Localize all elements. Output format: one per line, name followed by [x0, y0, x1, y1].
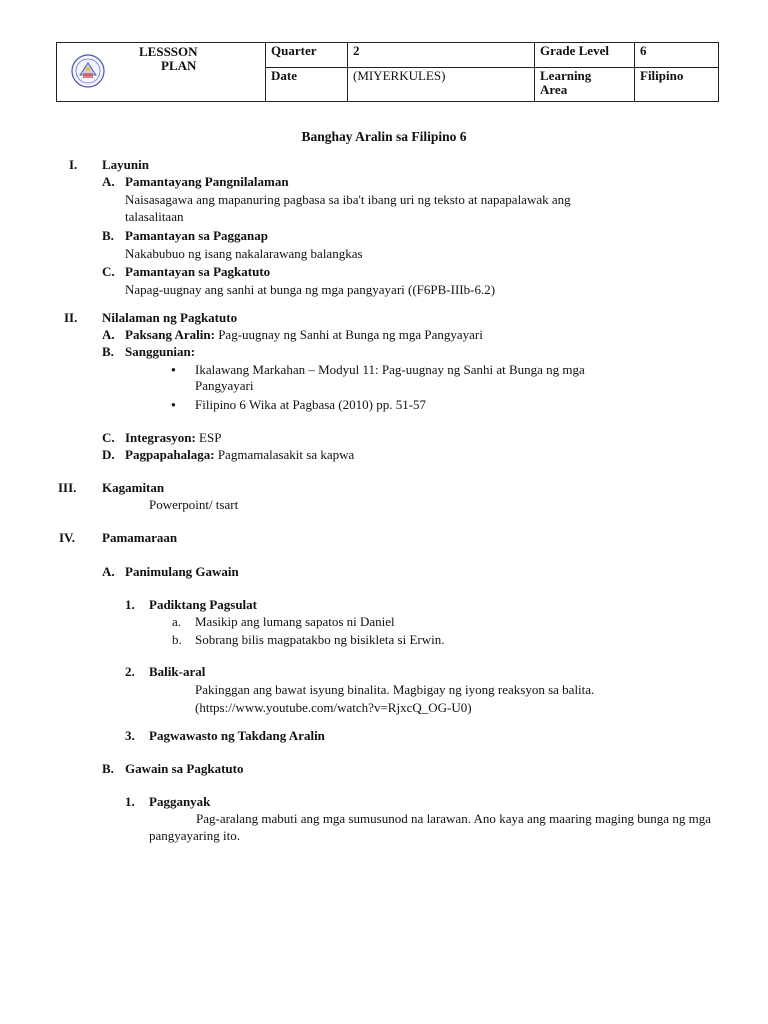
- reference-item-1-cont: Pangyayari: [195, 378, 254, 393]
- sec2-a-title: Paksang Aralin:: [125, 327, 215, 342]
- sec2-c-title: Integrasyon:: [125, 430, 196, 445]
- sec1-a-label: A.: [102, 174, 115, 189]
- sec2-d-line: [125, 446, 354, 463]
- learning-area-value: Filipino: [635, 68, 719, 102]
- learning-area-label: Learning Area: [535, 68, 635, 102]
- section-2-number: II.: [64, 310, 78, 325]
- sec4-item2-label: 2.: [125, 664, 135, 679]
- sec1-c-title: Pamantayan sa Pagkatuto: [125, 264, 271, 279]
- sec4-item3-title: Pagwawasto ng Takdang Aralin: [149, 728, 325, 743]
- section-4-number: IV.: [59, 530, 76, 545]
- sec2-c-line: [125, 429, 221, 446]
- sec2-c-label: C.: [102, 430, 115, 445]
- section-3-number: III.: [58, 480, 77, 495]
- page-title: Banghay Aralin sa Filipino 6: [301, 129, 467, 144]
- sec4-item1-label: 1.: [125, 597, 135, 612]
- sec4-b-title: Gawain sa Pagkatuto: [125, 761, 244, 776]
- sec4-item2-text-line1: Pakinggan ang bawat isyung binalita. Magbigay ng iyong reaksyon sa balita.: [195, 682, 595, 697]
- sec4-item1-title: Padiktang Pagsulat: [149, 597, 257, 612]
- sec4-a-title: Panimulang Gawain: [125, 564, 239, 579]
- sec4-b-item1-text: Pag-aralang mabuti ang mga sumusunod na larawan. Ano kaya ang maaring maging bunga ng mga pangyayaring ito.: [149, 811, 711, 843]
- quarter-label: Quarter: [266, 43, 348, 68]
- sec2-a-line: [125, 326, 483, 343]
- logo-cell: [57, 43, 266, 102]
- section-3-heading: Kagamitan: [102, 480, 165, 495]
- sec4-item2-title: Balik-aral: [149, 664, 206, 679]
- section-4-heading: Pamamaraan: [102, 530, 178, 545]
- section-1-heading: Layunin: [102, 157, 149, 172]
- grade-level-value: 6: [635, 43, 719, 68]
- sec4-b-item1-label: 1.: [125, 794, 135, 809]
- sec1-a-title: Pamantayang Pangnilalaman: [125, 174, 289, 189]
- sec2-a-label: A.: [102, 327, 115, 342]
- sec4-item2-link[interactable]: (https://www.youtube.com/watch?v=RjxcQ_OG-U0): [195, 700, 472, 715]
- date-label: Date: [266, 68, 348, 102]
- sec2-b-title: Sanggunian:: [125, 344, 196, 359]
- sec4-item3-label: 3.: [125, 728, 135, 743]
- sec2-c-text: ESP: [195, 430, 222, 445]
- reference-item-1: ● Ikalawang Markahan – Modyul 11: Pag-uugnay ng Sanhi at Bunga ng mga: [195, 361, 585, 378]
- sec1-a-text-line2: talasalitaan: [125, 209, 184, 224]
- sec1-c-text: Napag-uugnay ang sanhi at bunga ng mga pangyayari ((F6PB-IIIb-6.2): [125, 282, 496, 297]
- section-1-number: I.: [69, 157, 78, 172]
- sec1-b-title: Pamantayan sa Pagganap: [125, 228, 269, 243]
- sec2-d-label: D.: [102, 447, 115, 462]
- sec2-b-label: B.: [102, 344, 114, 359]
- doc-type-label: LESSSON PLAN: [139, 44, 198, 73]
- date-value: (MIYERKULES): [348, 68, 535, 102]
- sec4-item1a-label: a.: [172, 614, 182, 629]
- sec3-text: Powerpoint/ tsart: [149, 497, 239, 512]
- sec4-item1b-label: b.: [172, 632, 182, 647]
- header-table: [56, 42, 719, 102]
- section-2-heading: Nilalaman ng Pagkatuto: [102, 310, 238, 325]
- quarter-value: 2: [348, 43, 535, 68]
- sec1-c-label: C.: [102, 264, 115, 279]
- sec1-a-text-line1: Naisasagawa ang mapanuring pagbasa sa iba't ibang uri ng teksto at napapalawak ang: [125, 192, 571, 207]
- sec4-b-item1-title: Pagganyak: [149, 794, 211, 809]
- grade-level-label: Grade Level: [535, 43, 635, 68]
- sec4-a-label: A.: [102, 564, 115, 579]
- sec1-b-label: B.: [102, 228, 114, 243]
- reference-item-2: ● Filipino 6 Wika at Pagbasa (2010) pp. 51-57: [195, 396, 426, 413]
- sec4-b-label: B.: [102, 761, 114, 776]
- sec2-a-text: Pag-uugnay ng Sanhi at Bunga ng mga Pangyayari: [214, 327, 483, 342]
- sec1-b-text: Nakabubuo ng isang nakalarawang balangkas: [125, 246, 363, 261]
- sec2-d-title: Pagpapahalaga:: [125, 447, 215, 462]
- sec4-item1b-text: Sobrang bilis magpatakbo ng bisikleta si Erwin.: [195, 632, 445, 647]
- sec2-d-text: Pagmamalasakit sa kapwa: [214, 447, 355, 462]
- deped-seal-icon: [71, 54, 105, 88]
- sec4-item1a-text: Masikip ang lumang sapatos ni Daniel: [195, 614, 395, 629]
